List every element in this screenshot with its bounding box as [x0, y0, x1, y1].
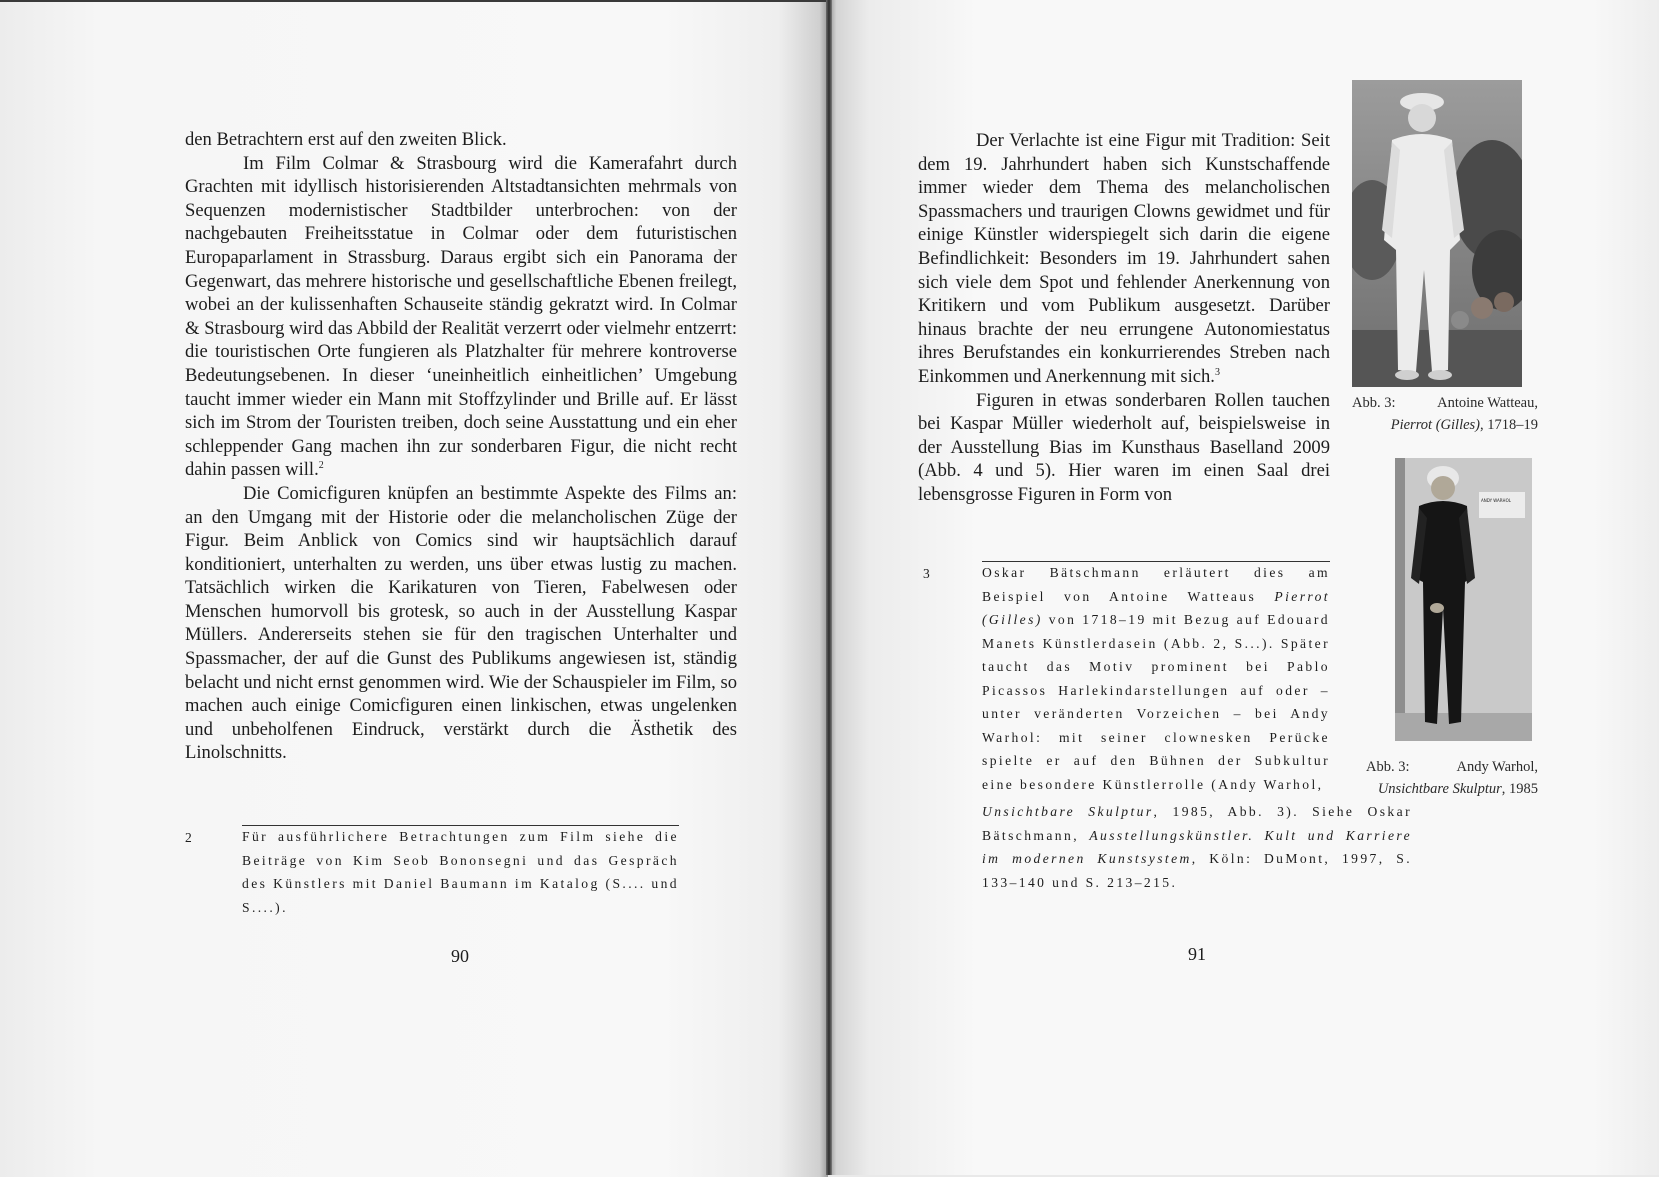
- footnote-text: Für ausführlichere Betrachtungen zum Film siehe die Beiträge von Kim Seob Bononsegni und das Gespräch des Künstlers mit Daniel Baumann im Katalog (S.... und S....).: [242, 829, 679, 915]
- caption-date: , 1718–19: [1480, 417, 1538, 433]
- pierrot-illustration: [1352, 80, 1522, 387]
- right-body-text: [918, 129, 1330, 507]
- caption-title: Unsichtbare Skulptur: [1377, 781, 1502, 797]
- caption-artist: Andy Warhol,: [1456, 759, 1538, 775]
- left-page: [0, 0, 828, 1177]
- wall-label: ANDY WARHOL: [1481, 498, 1511, 503]
- footnote-reference: 3: [1214, 366, 1220, 378]
- page-number: 91: [1188, 944, 1206, 964]
- watteau-pierrot-image: [1352, 80, 1522, 387]
- left-body-text: [185, 128, 737, 765]
- caption-label: Abb. 3:: [1352, 395, 1396, 411]
- warhol-sculpture-image: [1395, 458, 1532, 741]
- caption-artist: Antoine Watteau,: [1437, 395, 1538, 411]
- paragraph: den Betrachtern erst auf den zweiten Blick.: [185, 129, 507, 150]
- caption-label: Abb. 3:: [1366, 759, 1410, 775]
- book-gutter: [826, 0, 832, 1175]
- figure-caption: [1352, 392, 1538, 436]
- caption-title: Pierrot (Gilles): [1390, 417, 1480, 433]
- warhol-illustration: [1395, 458, 1532, 741]
- footnote-text: Oskar Bätschmann erläutert dies am Beispiel von Antoine Watteaus Pierrot (Gilles) von 1718–19 mit Bezug auf Edouard Manets Künstlerdasein (Abb. 2, S...). Später taucht das Motiv prominent bei Pablo Picassos Harlekindarstellungen auf oder – unter veränderten Vorzeichen – bei Andy Warhol: mit seiner clownesken Perücke spielte er auf den Bühnen der Subkultur eine besondere Künstlerrolle (Andy Warhol,: [982, 565, 1330, 792]
- caption-date: , 1985: [1501, 781, 1538, 797]
- footnote-number: 2: [185, 830, 193, 845]
- footnote-number: 3: [923, 566, 931, 581]
- figure-caption: [1366, 756, 1538, 800]
- paragraph: Die Comicfiguren knüpfen an bestimmte Aspekte des Films an: an den Umgang mit der Historie oder die melancholischen Züge der Figur. Beim Anblick von Comics sind wir hauptsächlich darauf konditioniert, unterhalten zu werden, uns über etwas lustig zu machen. Tatsächlich wirken die Karikaturen von Tieren, Fabelwesen oder Menschen humorvoll bis grotesk, so auch in der Ausstellung Kaspar Müllers. Andererseits stehen sie für den tragischen Unterhalter und Spassmacher, der auf die Gunst des Publikums angewiesen ist, ständig belacht und nicht ernst genommen wird. Wie der Schauspieler im Film, so machen auch einige Comicfiguren einen linkischen, etwas ungelenken und unbeholfenen Eindruck, verstärkt durch die Ästhetik des Linolschnitts.: [185, 482, 737, 764]
- paragraph: Der Verlachte ist eine Figur mit Tradition: Seit dem 19. Jahrhundert haben sich Kunstschaffende immer wieder dem Thema des melancholischen Spassmachers und traurigen Clowns gewidmet und für einige Künstler widerspiegelt sich darin die eigene Befindlichkeit: Besonders im 19. Jahrhundert sahen sich viele dem Spot und fehlender Anerkennung von Kritikern und vom Publikum ausgesetzt. Darüber hinaus brachte der neu errungene Autonomiestatus ihres Berufstandes ein konkurrierendes Streben nach Einkommen und Anerkennung mit sich.$^3$: [918, 130, 1330, 387]
- footnote-reference: 2: [318, 460, 324, 472]
- paragraph: Im Film Colmar & Strasbourg wird die Kamerafahrt durch Grachten mit idyllisch historisierenden Altstadtansichten mehrmals von Sequenzen modernistischer Stadtbilder unterbrochen: von der nachgebauten Freiheitsstatue in Colmar oder dem futuristischen Europaparlament in Strassburg. Daraus ergibt sich ein Panorama der Gegenwart, das mehrere historische und gesellschaftliche Ebenen freilegt, wobei an der kulissenhaften Schauseite ständig gekratzt wird. In Colmar & Strasbourg wird das Abbild der Realität verzerrt oder vielmehr entzerrt: die touristischen Orte fungieren als Platzhalter für mehrere kontroverse Bedeutungsebenen. In dieser ‘uneinheitlich einheitlichen’ Umgebung taucht immer wieder ein Mann mit Stoffzylinder und Brille auf. Er lässt sich im Strom der Touristen treiben, doch seine Ausstattung und ein eher schleppender Gang machen ihn zur sonderbaren Figur, die nicht recht dahin passen will.$^2$: [185, 152, 737, 481]
- page-number: 90: [451, 946, 469, 966]
- footnote-text-continued: Unsichtbare Skulptur, 1985, Abb. 3). Siehe Oskar Bätschmann, Ausstellungskünstler. Kult und Karriere im modernen Kunstsystem, Köln: DuMont, 1997, S. 133–140 und S. 213–215.: [982, 804, 1413, 890]
- paragraph: Figuren in etwas sonderbaren Rollen tauchen bei Kaspar Müller wiederholt auf, beispielsweise in der Ausstellung Bias im Kunsthaus Baselland 2009 (Abb. 4 und 5). Hier waren im einen Saal drei lebensgrosse Figuren in Form von: [918, 389, 1330, 505]
